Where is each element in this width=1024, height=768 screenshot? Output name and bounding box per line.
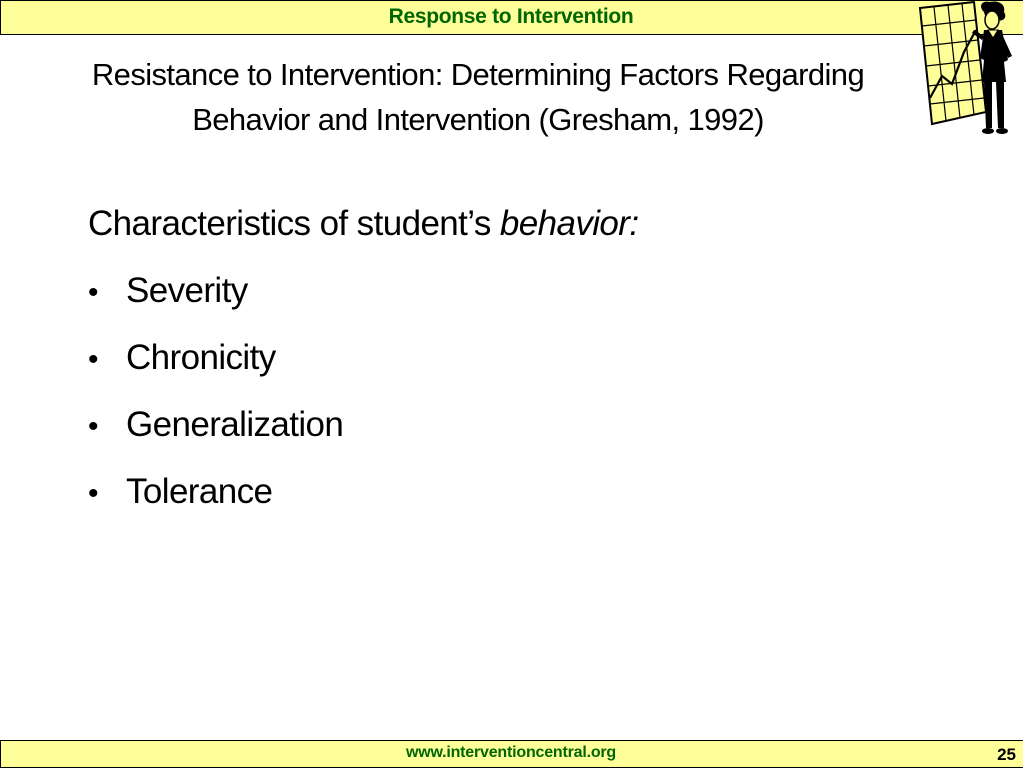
- bullet-icon: •: [88, 276, 98, 309]
- slide-title-line-2: Behavior and Intervention (Gresham, 1992): [192, 102, 764, 137]
- intro-emphasis: behavior:: [499, 204, 639, 243]
- bullet-icon: •: [88, 410, 98, 443]
- bullet-text-chronicity: Chronicity: [126, 338, 276, 377]
- slide-number: 25: [997, 745, 1016, 764]
- slide-body: [88, 196, 888, 526]
- bullet-text-generalization: Generalization: [126, 405, 344, 444]
- bullet-item: [88, 392, 888, 459]
- footer-url: www.interventioncentral.org: [405, 744, 617, 761]
- bullet-text-tolerance: Tolerance: [126, 472, 273, 511]
- bullet-icon: •: [88, 343, 98, 376]
- slide-title: [30, 52, 926, 142]
- bullet-item: [88, 258, 888, 325]
- header-title: Response to Intervention: [388, 5, 634, 28]
- bullet-text-severity: Severity: [126, 271, 248, 310]
- bullet-item: [88, 325, 888, 392]
- teacher-presenting-chart-icon: [912, 0, 1024, 140]
- bullet-item: [88, 459, 888, 526]
- bullet-icon: •: [88, 477, 98, 510]
- intro-text: Characteristics of student’s: [88, 204, 500, 243]
- slide-title-line-1: Resistance to Intervention: Determining Factors Regarding: [91, 57, 865, 92]
- intro-line: [88, 196, 888, 252]
- bullet-list: [88, 258, 888, 526]
